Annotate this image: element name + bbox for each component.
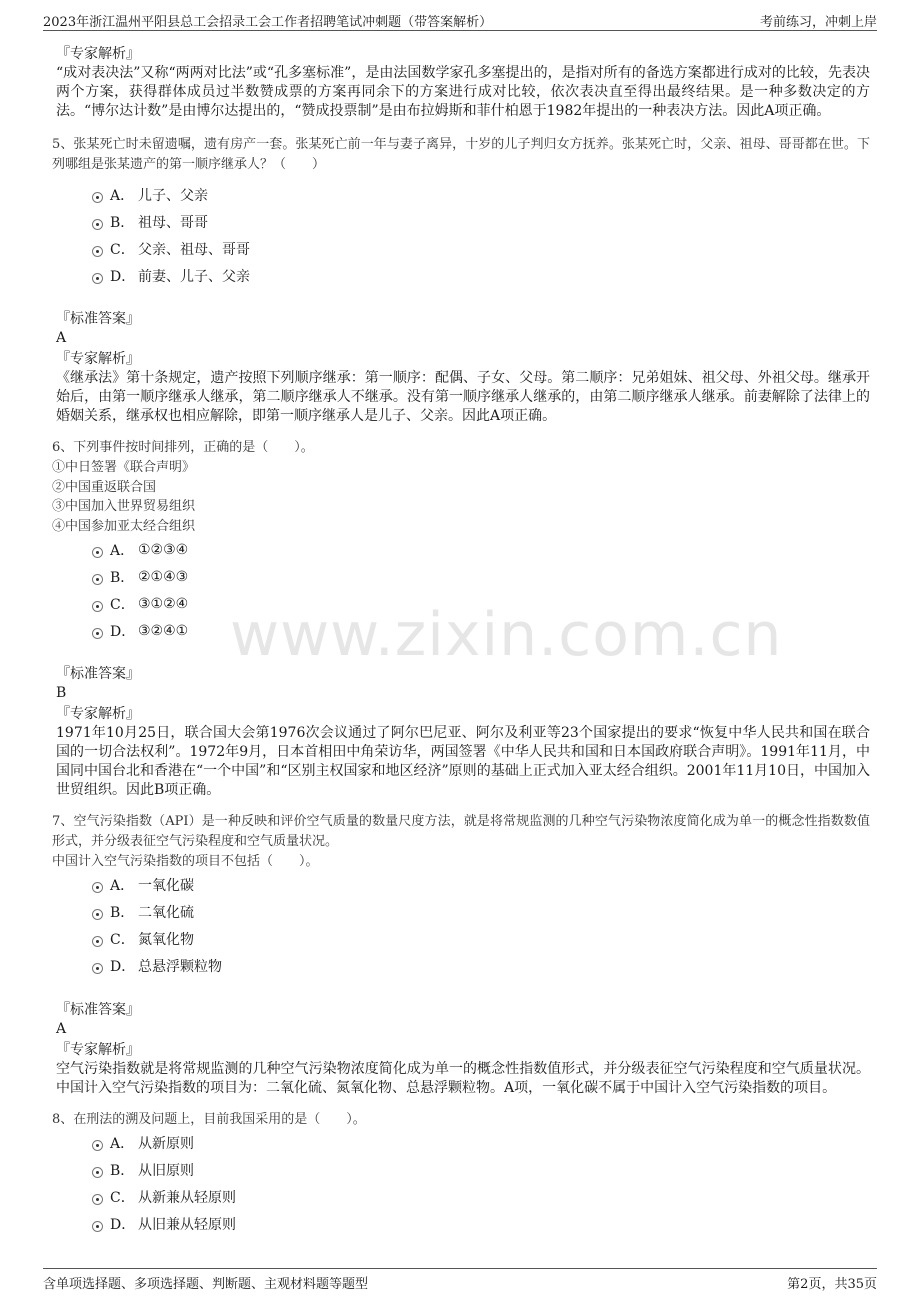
option-text: 祖母、哥哥 [138,214,208,231]
document-body [52,44,870,1238]
option-item[interactable] [92,181,870,208]
page-footer [43,1268,877,1295]
option-list [52,1130,870,1238]
option-text: 从旧原则 [138,1163,194,1179]
header-slogan: 考前练习，冲刺上岸 [759,15,877,30]
answer-value: B [56,685,67,701]
radio-icon[interactable] [92,574,103,585]
radio-icon[interactable] [92,246,103,257]
option-text: 父亲、祖母、哥哥 [138,241,250,258]
option-letter: B． [110,905,135,921]
question-stem: 7、空气污染指数（API）是一种反映和评价空气质量的数量尺度方法，就是将常规监测的几种空气污染物浓度简化成为单一的概念性指数数值形式，并分级表征空气污染程度和空气质量状况。 [52,814,870,849]
analysis-label: 『专家解析』 [56,706,140,722]
page-header [43,8,877,31]
event-item: ①中日签署《联合声明》 [52,460,196,475]
option-item[interactable] [92,235,870,262]
analysis-text: 空气污染指数就是将常规监测的几种空气污染物浓度简化成为单一的概念性指数值形式，并分级表征空气污染程度和空气质量状况。中国计入空气污染指数的项目为：二氧化硫、氮氧化物、总悬浮颗粒物。A项，一氧化碳不属于中国计入空气污染指数的项目。 [56,1060,870,1096]
option-letter: D． [110,1217,136,1233]
question-stem: 6、下列事件按时间排列，正确的是（ ）。 [52,440,314,455]
option-list [52,872,870,980]
option-letter: A． [110,187,135,204]
option-text: 从旧兼从轻原则 [138,1217,236,1233]
option-item[interactable] [92,872,870,899]
answer-value: A [56,1020,67,1037]
option-letter: B． [110,569,135,586]
radio-icon[interactable] [92,936,103,947]
option-letter: A． [110,878,135,894]
event-item: ④中国参加亚太经合组织 [52,518,196,534]
answer-label: 『标准答案』 [56,1001,140,1018]
radio-icon[interactable] [92,628,103,639]
answer-value: A [56,330,67,346]
option-item[interactable] [92,1130,870,1157]
option-item[interactable] [92,1211,870,1238]
option-text: 总悬浮颗粒物 [138,959,222,975]
option-letter: C． [110,1190,135,1206]
option-letter: B． [110,214,135,231]
answer-label: 『标准答案』 [56,666,140,682]
option-text: ③①②④ [138,595,189,612]
question-block [52,1110,870,1238]
option-list [52,181,870,289]
option-item[interactable] [92,1157,870,1184]
option-item[interactable] [92,536,870,563]
option-item[interactable] [92,262,870,289]
analysis-text: 1971年10月25日，联合国大会第1976次会议通过了阿尔巴尼亚、阿尔及利亚等23个国家提出的要求“恢复中华人民共和国在联合国的一切合法权利”。1972年9月，日本首相田中角荣访华，两国签署《中华人民共和国和日本国政府联合声明》。1991年11月，中国同中国台北和香港在“一个中国”和“区别主权国家和地区经济”原则的基础上正式加入亚太经合组织。2001年11月10日，中国加入世贸组织。因此B项正确。 [56,725,870,798]
analysis-label: 『专家解析』 [56,1041,140,1058]
question-stem: 5、张某死亡时未留遗嘱，遗有房产一套。张某死亡前一年与妻子离异，十岁的儿子判归女方抚养。张某死亡时，父亲、祖母、哥哥都在世。下列哪组是张某遗产的第一顺序继承人？（ ） [52,137,870,172]
option-letter: D． [110,268,136,285]
option-letter: A． [110,542,135,559]
question-block [52,812,870,1098]
option-letter: C． [110,241,135,258]
radio-icon[interactable] [92,192,103,203]
option-list [52,536,870,644]
option-item[interactable] [92,926,870,953]
question-block [52,438,870,800]
radio-icon[interactable] [92,1194,103,1205]
option-text: ③②④① [138,622,189,639]
option-item[interactable] [92,899,870,926]
option-letter: D． [110,959,136,975]
question-stem: 8、在刑法的溯及问题上，目前我国采用的是（ ）。 [52,1111,366,1127]
radio-icon[interactable] [92,1167,103,1178]
option-item[interactable] [92,590,870,617]
analysis-text: “成对表决法”又称“两两对比法”或“孔多塞标准”，是由法国数学家孔多塞提出的，是指对所有的备选方案都进行成对的比较，先表决两个方案，获得群体成员过半数赞成票的方案再同余下的方案进行成对比较，依次表决直至得出最终结果。是一种多数决定的方法。“博尔达计数”是由博尔达提出的，“赞成投票制”是由布拉姆斯和菲什柏恩于1982年提出的一种表决方法。因此A项正确。 [56,65,870,119]
option-letter: B． [110,1163,135,1179]
radio-icon[interactable] [92,1140,103,1151]
option-letter: C． [110,932,135,948]
option-item[interactable] [92,208,870,235]
event-item: ②中国重返联合国 [52,479,157,495]
answer-label: 『标准答案』 [56,311,140,327]
option-text: ①②③④ [138,541,189,558]
option-text: 氮氧化物 [138,932,194,948]
option-item[interactable] [92,953,870,980]
document-title: 2023年浙江温州平阳县总工会招录工会工作者招聘笔试冲刺题（带答案解析） [43,15,493,30]
option-text: 前妻、儿子、父亲 [138,268,250,285]
radio-icon[interactable] [92,601,103,612]
option-item[interactable] [92,563,870,590]
radio-icon[interactable] [92,273,103,284]
option-text: 从新兼从轻原则 [138,1190,236,1206]
page-number: 第2页，共35页 [787,1277,877,1292]
event-item: ③中国加入世界贸易组织 [52,499,196,514]
analysis-text: 《继承法》第十条规定，遗产按照下列顺序继承：第一顺序：配偶、子女、父母。第二顺序：兄弟姐妹、祖父母、外祖父母。继承开始后，由第一顺序继承人继承，第二顺序继承人不继承。没有第一顺序继承人继承的，由第二顺序继承人继承。前妻解除了法律上的婚姻关系，继承权也相应解除，即第一顺序继承人是儿子、父亲。因此A项正确。 [56,370,870,424]
radio-icon[interactable] [92,909,103,920]
option-text: 二氧化硫 [138,905,194,921]
option-item[interactable] [92,617,870,644]
radio-icon[interactable] [92,219,103,230]
option-item[interactable] [92,1184,870,1211]
radio-icon[interactable] [92,882,103,893]
question-types-note: 含单项选择题、多项选择题、判断题、主观材料题等题型 [43,1277,369,1292]
radio-icon[interactable] [92,1221,103,1232]
option-text: ②①④③ [138,568,189,585]
radio-icon[interactable] [92,963,103,974]
option-text: 儿子、父亲 [138,187,208,204]
option-text: 一氧化碳 [138,878,194,894]
question-prompt: 中国计入空气污染指数的项目不包括（ ）。 [52,854,319,869]
question-block [52,135,870,426]
option-letter: A． [110,1136,135,1152]
analysis-label: 『专家解析』 [56,46,140,62]
option-letter: D． [110,623,136,640]
option-text: 从新原则 [138,1136,194,1152]
option-letter: C． [110,596,135,613]
radio-icon[interactable] [92,547,103,558]
watermark: www.zixin.com.cn [230,600,783,670]
analysis-label: 『专家解析』 [56,351,140,367]
